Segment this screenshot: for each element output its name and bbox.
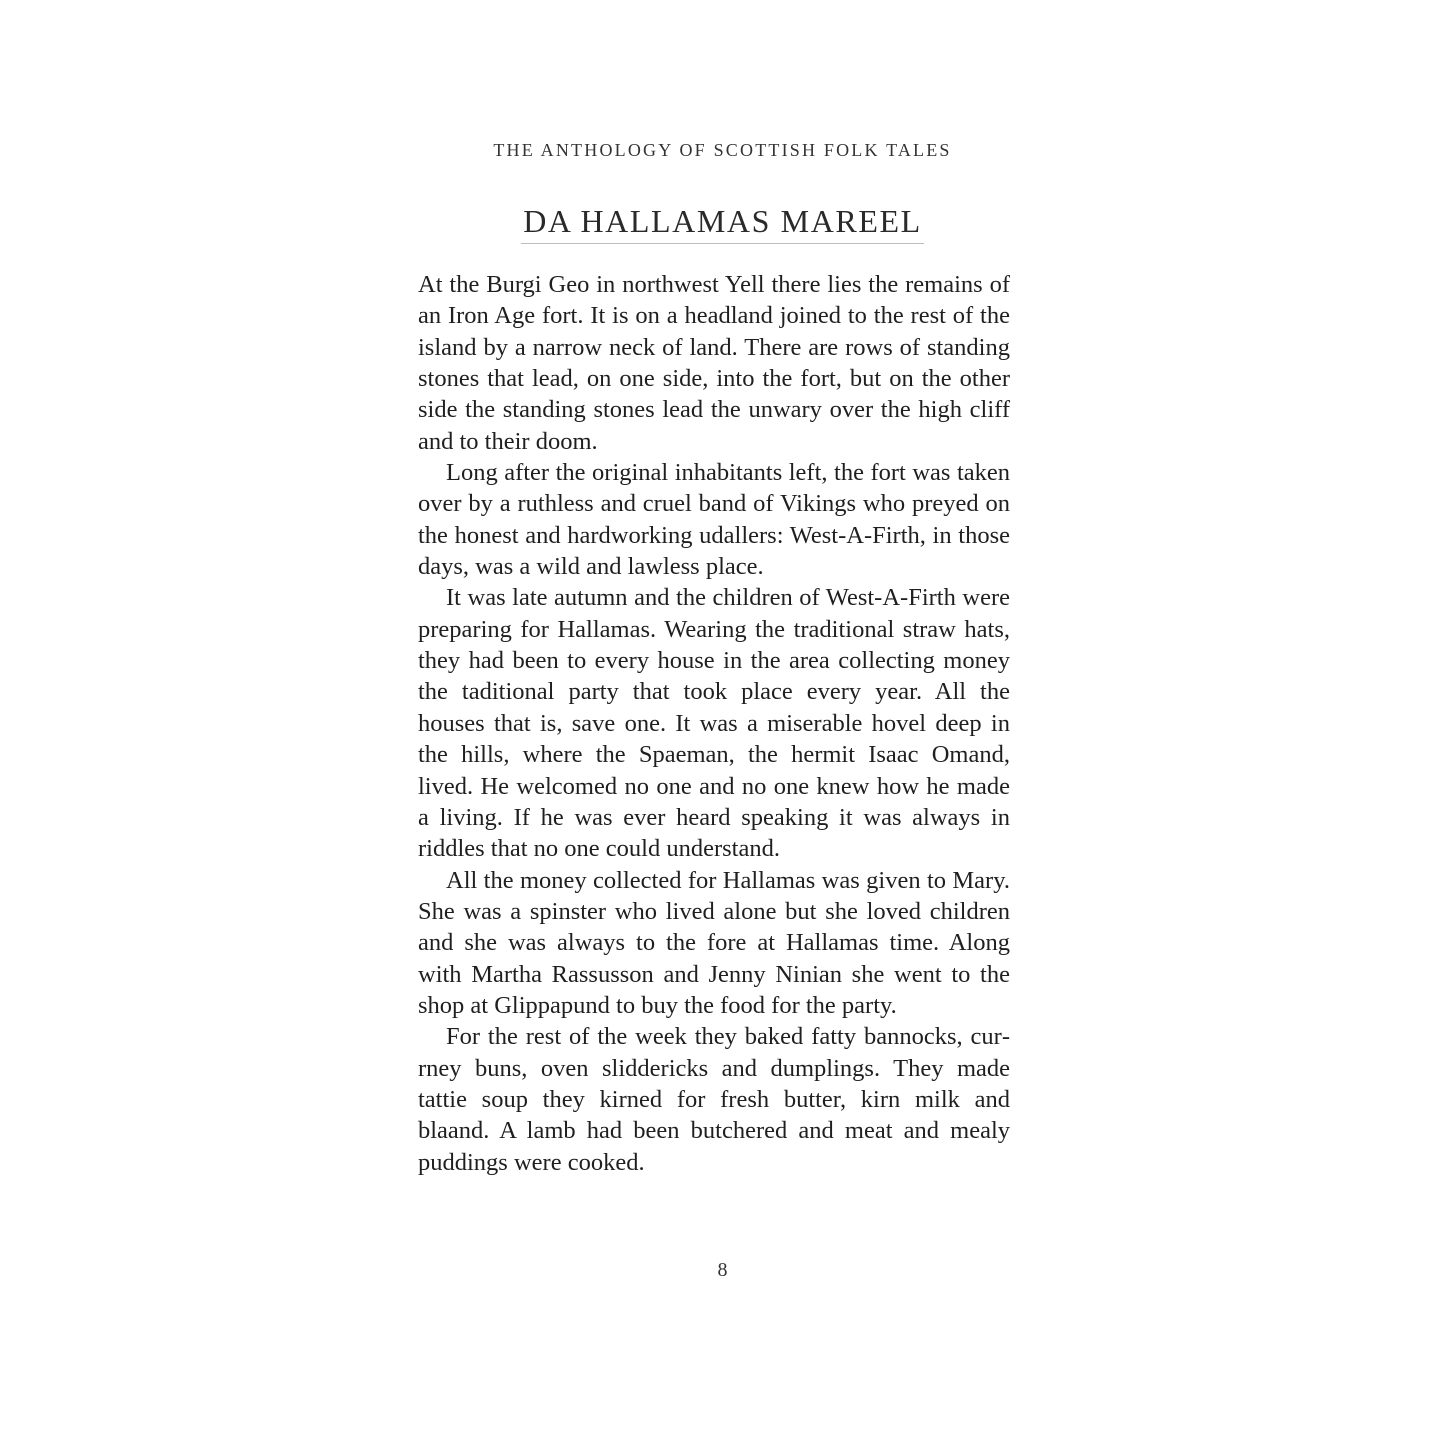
paragraph-1: At the Burgi Geo in northwest Yell there lies the remains of an Iron Age fort. It is on a headland joined to the rest of the island by a narrow neck of land. There are rows of standing stones that lead, on one side, into the fort, but on the other side the standing stones lead the unwary over the high cliff and to their doom. — [418, 271, 1010, 455]
running-head: THE ANTHOLOGY OF SCOTTISH FOLK TALES — [493, 140, 952, 160]
body-text — [418, 269, 1010, 1178]
chapter-title-text: DA HALLAMAS MAREEL — [521, 201, 924, 244]
paragraph-5: For the rest of the week they baked fatty bannocks, currney buns, oven sliddericks and dumplings. They made tattie soup they kirned for fresh butter, kirn milk and blaand. A lamb had been butchered and meat and mealy puddings were cooked. — [418, 1023, 1010, 1176]
paragraph-4: All the money collected for Hallamas was given to Mary. She was a spinster who lived alone but she loved children and she was always to the fore at Hallamas time. Along with Martha Rassusson and Jenny Ninian she went to the shop at Glippapund to buy the food for the party. — [418, 866, 1010, 1019]
chapter-title — [0, 201, 1445, 244]
paragraph-3: It was late autumn and the children of West-A-Firth were preparing for Hallamas. Wearing the traditional straw hats, they had been to every house in the area collecting money the taditional party that took place every year. All the houses that is, save one. It was a miserable hovel deep in the hills, where the Spaeman, the hermit Isaac Omand, lived. He welcomed no one and no one knew how he made a living. If he was ever heard speaking it was always in riddles that no one could understand. — [418, 584, 1010, 863]
paragraph-2: Long after the original inhabitants left, the fort was taken over by a ruthless and cruel band of Vikings who preyed on the honest and hardworking udallers: West-A-Firth, in those days, was a wild and lawless place. — [418, 459, 1010, 581]
page-number: 8 — [717, 1259, 728, 1281]
